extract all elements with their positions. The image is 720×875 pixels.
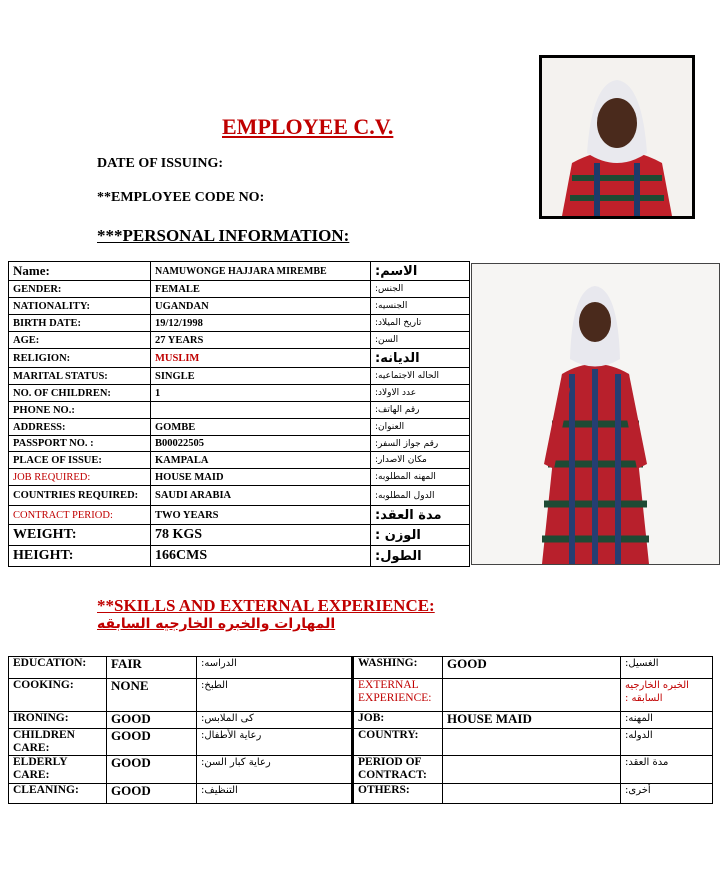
personal-info-heading: ***PERSONAL INFORMATION:	[97, 226, 350, 245]
personal-row	[9, 332, 470, 349]
personal-row	[9, 546, 470, 567]
skill-label-arabic: كى الملابس:	[197, 712, 353, 729]
experience-label: JOB:	[353, 712, 443, 729]
experience-label-arabic: المهنه:	[621, 712, 713, 729]
experience-label: EXTERNAL EXPERIENCE:	[353, 679, 443, 712]
skill-value: FAIR	[107, 657, 197, 679]
personal-row	[9, 281, 470, 298]
field-label-arabic: تاريخ الميلاد:	[371, 315, 470, 332]
field-label: CONTRACT PERIOD:	[9, 506, 151, 525]
field-label: PHONE NO.:	[9, 402, 151, 419]
field-value	[151, 402, 371, 419]
personal-row	[9, 506, 470, 525]
field-label-arabic: العنوان:	[371, 419, 470, 436]
field-label-arabic: رقم جواز السفر:	[371, 436, 470, 452]
skill-value: GOOD	[107, 712, 197, 729]
personal-row	[9, 436, 470, 452]
personal-row	[9, 368, 470, 385]
field-value: B00022505	[151, 436, 371, 452]
experience-label: WASHING:	[353, 657, 443, 679]
skill-value: NONE	[107, 679, 197, 712]
experience-label: OTHERS:	[353, 784, 443, 804]
experience-value	[443, 729, 621, 756]
field-value: MUSLIM	[151, 349, 371, 368]
personal-row	[9, 385, 470, 402]
field-label-arabic: الاسم:	[371, 262, 470, 281]
personal-info-table	[8, 261, 470, 567]
field-label: NO. OF CHILDREN:	[9, 385, 151, 402]
field-value: HOUSE MAID	[151, 469, 371, 486]
field-value: 78 KGS	[151, 525, 371, 546]
personal-row	[9, 315, 470, 332]
field-label-arabic: الدول المطلوبه:	[371, 486, 470, 506]
skill-row	[9, 712, 713, 729]
skill-row	[9, 679, 713, 712]
skill-value: GOOD	[107, 756, 197, 784]
field-label-arabic: الجنس:	[371, 281, 470, 298]
skills-heading: **SKILLS AND EXTERNAL EXPERIENCE:	[97, 596, 435, 615]
skill-value: GOOD	[107, 729, 197, 756]
skill-row	[9, 657, 713, 679]
experience-label-arabic: الغسيل:	[621, 657, 713, 679]
field-label: Name:	[9, 262, 151, 281]
experience-label-arabic: مدة العقد:	[621, 756, 713, 784]
skill-label: COOKING:	[9, 679, 107, 712]
field-value: 27 YEARS	[151, 332, 371, 349]
skill-label-arabic: الطبخ:	[197, 679, 353, 712]
field-label-arabic: مكان الاصدار:	[371, 452, 470, 469]
experience-value: GOOD	[443, 657, 621, 679]
personal-row	[9, 349, 470, 368]
field-label: PASSPORT NO. :	[9, 436, 151, 452]
field-label: HEIGHT:	[9, 546, 151, 567]
field-label: JOB REQUIRED:	[9, 469, 151, 486]
experience-value: HOUSE MAID	[443, 712, 621, 729]
skills-table	[8, 656, 713, 804]
date-of-issuing-label: DATE OF ISSUING:	[97, 156, 224, 171]
field-label-arabic: الوزن :	[371, 525, 470, 546]
field-value: UGANDAN	[151, 298, 371, 315]
personal-row	[9, 525, 470, 546]
field-label: GENDER:	[9, 281, 151, 298]
field-label-arabic: مدة العقد:	[371, 506, 470, 525]
portrait-photo	[539, 55, 695, 219]
field-label-arabic: السن:	[371, 332, 470, 349]
skill-label-arabic: الدراسه:	[197, 657, 353, 679]
skill-label: IRONING:	[9, 712, 107, 729]
skill-label-arabic: رعاية الأطفال:	[197, 729, 353, 756]
field-value: 1	[151, 385, 371, 402]
field-label: BIRTH DATE:	[9, 315, 151, 332]
field-label-arabic: الجنسيه:	[371, 298, 470, 315]
skill-label: EDUCATION:	[9, 657, 107, 679]
field-value: TWO YEARS	[151, 506, 371, 525]
field-label-arabic: الديانه:	[371, 349, 470, 368]
field-value: SINGLE	[151, 368, 371, 385]
experience-value	[443, 756, 621, 784]
personal-row	[9, 486, 470, 506]
personal-row	[9, 469, 470, 486]
skill-label: CLEANING:	[9, 784, 107, 804]
field-label: WEIGHT:	[9, 525, 151, 546]
experience-label-arabic: الخبره الخارجيه السابقه :	[621, 679, 713, 712]
field-label: PLACE OF ISSUE:	[9, 452, 151, 469]
skill-row	[9, 756, 713, 784]
experience-value	[443, 784, 621, 804]
experience-label-arabic: الدوله:	[621, 729, 713, 756]
skill-value: GOOD	[107, 784, 197, 804]
skill-label: CHILDREN CARE:	[9, 729, 107, 756]
field-value: 166CMS	[151, 546, 371, 567]
page-title: EMPLOYEE C.V.	[222, 114, 394, 139]
skills-heading-arabic: المهارات والخبره الخارجيه السابقه	[97, 616, 336, 632]
field-label: COUNTRIES REQUIRED:	[9, 486, 151, 506]
skill-row	[9, 784, 713, 804]
field-value: NAMUWONGE HAJJARA MIREMBE	[151, 262, 371, 281]
full-body-photo	[471, 263, 720, 565]
experience-label: PERIOD OF CONTRACT:	[353, 756, 443, 784]
field-label-arabic: رقم الهاتف:	[371, 402, 470, 419]
field-label-arabic: عدد الاولاد:	[371, 385, 470, 402]
personal-row	[9, 262, 470, 281]
personal-row	[9, 298, 470, 315]
skill-label: ELDERLY CARE:	[9, 756, 107, 784]
field-label: AGE:	[9, 332, 151, 349]
skill-row	[9, 729, 713, 756]
field-value: GOMBE	[151, 419, 371, 436]
field-label-arabic: المهنه المطلوبه:	[371, 469, 470, 486]
field-label: ADDRESS:	[9, 419, 151, 436]
personal-row	[9, 402, 470, 419]
field-label-arabic: الحاله الاجتماعيه:	[371, 368, 470, 385]
personal-row	[9, 419, 470, 436]
experience-value	[443, 679, 621, 712]
personal-row	[9, 452, 470, 469]
experience-label: COUNTRY:	[353, 729, 443, 756]
skill-label-arabic: التنظيف:	[197, 784, 353, 804]
skill-label-arabic: رعاية كبار السن:	[197, 756, 353, 784]
field-label-arabic: الطول:	[371, 546, 470, 567]
field-value: KAMPALA	[151, 452, 371, 469]
field-value: FEMALE	[151, 281, 371, 298]
field-value: SAUDI ARABIA	[151, 486, 371, 506]
experience-label-arabic: أخرى:	[621, 784, 713, 804]
field-label: NATIONALITY:	[9, 298, 151, 315]
field-label: RELIGION:	[9, 349, 151, 368]
field-value: 19/12/1998	[151, 315, 371, 332]
field-label: MARITAL STATUS:	[9, 368, 151, 385]
employee-code-label: **EMPLOYEE CODE NO:	[97, 190, 265, 205]
